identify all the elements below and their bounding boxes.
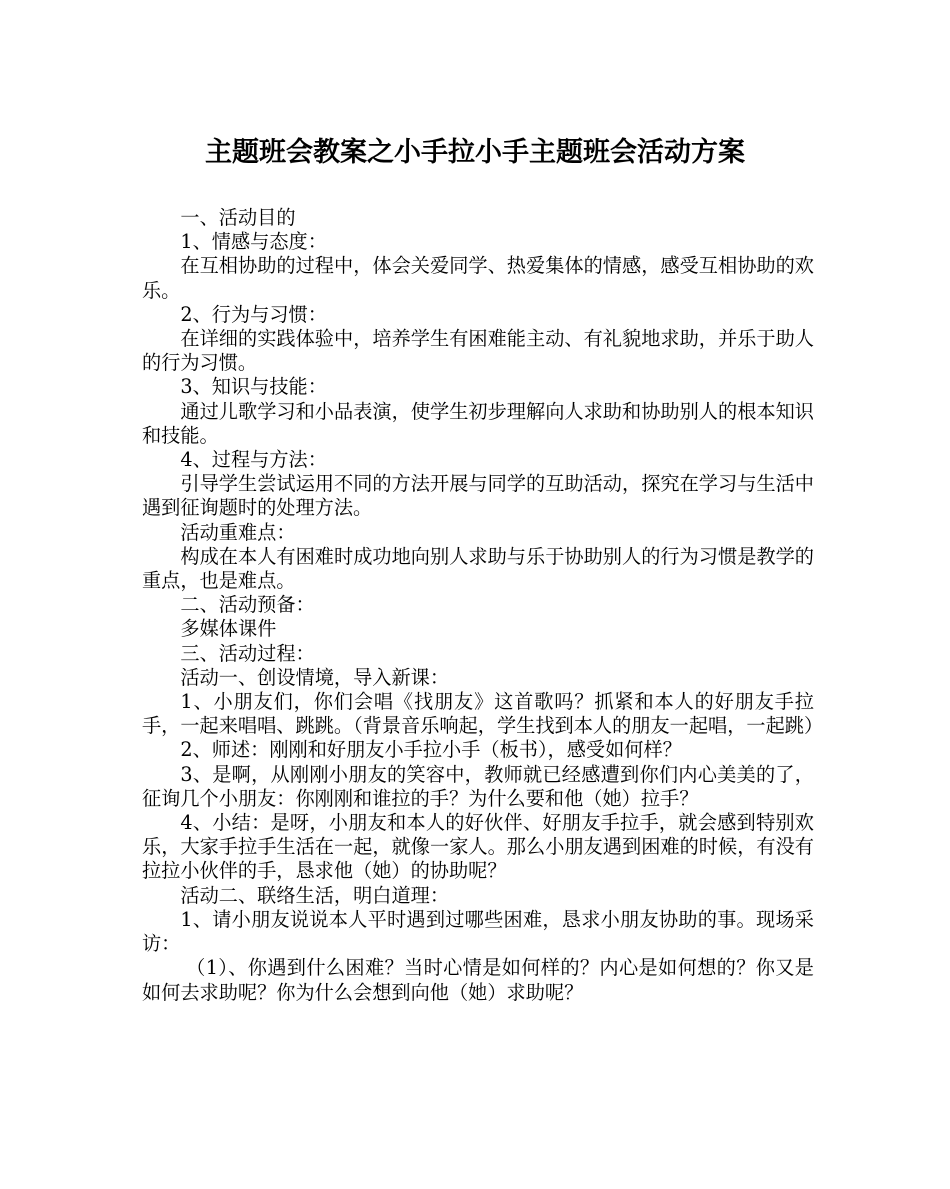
paragraph: 三、活动过程： xyxy=(180,641,315,665)
paragraph: 2、行为与习惯： xyxy=(180,302,327,326)
paragraph: 通过儿歌学习和小品表演，使学生初步理解向人求助和协助别人的根本知识和技能。 xyxy=(142,399,814,447)
paragraph: 活动一、创设情境，导入新课： xyxy=(180,665,450,689)
paragraph: 多媒体课件 xyxy=(180,617,277,641)
paragraph: 在互相协助的过程中，体会关爱同学、热爱集体的情感，感受互相协助的欢乐。 xyxy=(142,254,814,302)
document-title: 主题班会教案之小手拉小手主题班会活动方案 xyxy=(205,137,745,168)
paragraph: 一、活动目的 xyxy=(180,206,296,229)
paragraph: （1）、你遇到什么困难？当时心情是如何样的？内心是如何想的？你又是如何去求助呢？你为什么会想到向他（她）求助呢？ xyxy=(142,956,814,1004)
paragraph: 4、过程与方法： xyxy=(180,448,327,472)
paragraph: 构成在本人有困难时成功地向别人求助与乐于协助别人的行为习惯是教学的重点，也是难点。 xyxy=(142,544,814,593)
paragraph: 3、知识与技能： xyxy=(180,375,327,399)
paragraph: 在详细的实践体验中，培养学生有困难能主动、有礼貌地求助，并乐于助人的行为习惯。 xyxy=(142,327,814,375)
paragraph: 3、是啊，从刚刚小朋友的笑容中，教师就已经感遭到你们内心美美的了，征询几个小朋友：你刚刚和谁拉的手？为什么要和他（她）拉手？ xyxy=(142,762,814,810)
paragraph: 1、小朋友们，你们会唱《找朋友》这首歌吗？抓紧和本人的好朋友手拉手，一起来唱唱、跳跳。（背景音乐响起，学生找到本人的朋友一起唱，一起跳） xyxy=(142,690,824,738)
paragraph: 活动二、联络生活，明白道理： xyxy=(180,883,450,907)
paragraph: 1、请小朋友说说本人平时遇到过哪些困难，恳求小朋友协助的事。现场采访： xyxy=(142,907,814,956)
paragraph: 1、情感与态度： xyxy=(180,230,327,254)
paragraph: 活动重难点： xyxy=(180,520,296,544)
paragraph: 引导学生尝试运用不同的方法开展与同学的互助活动，探究在学习与生活中遇到征询题时的处理方法。 xyxy=(142,472,814,520)
paragraph: 2、师述：刚刚和好朋友小手拉小手（板书），感受如何样？ xyxy=(180,738,682,762)
document-body xyxy=(142,206,824,1005)
paragraph: 4、小结：是呀，小朋友和本人的好伙伴、好朋友手拉手，就会感到特别欢乐，大家手拉手生活在一起，就像一家人。那么小朋友遇到困难的时候，有没有拉拉小伙伴的手，恳求他（她）的协助呢？ xyxy=(142,811,814,883)
paragraph: 二、活动预备： xyxy=(180,593,315,617)
